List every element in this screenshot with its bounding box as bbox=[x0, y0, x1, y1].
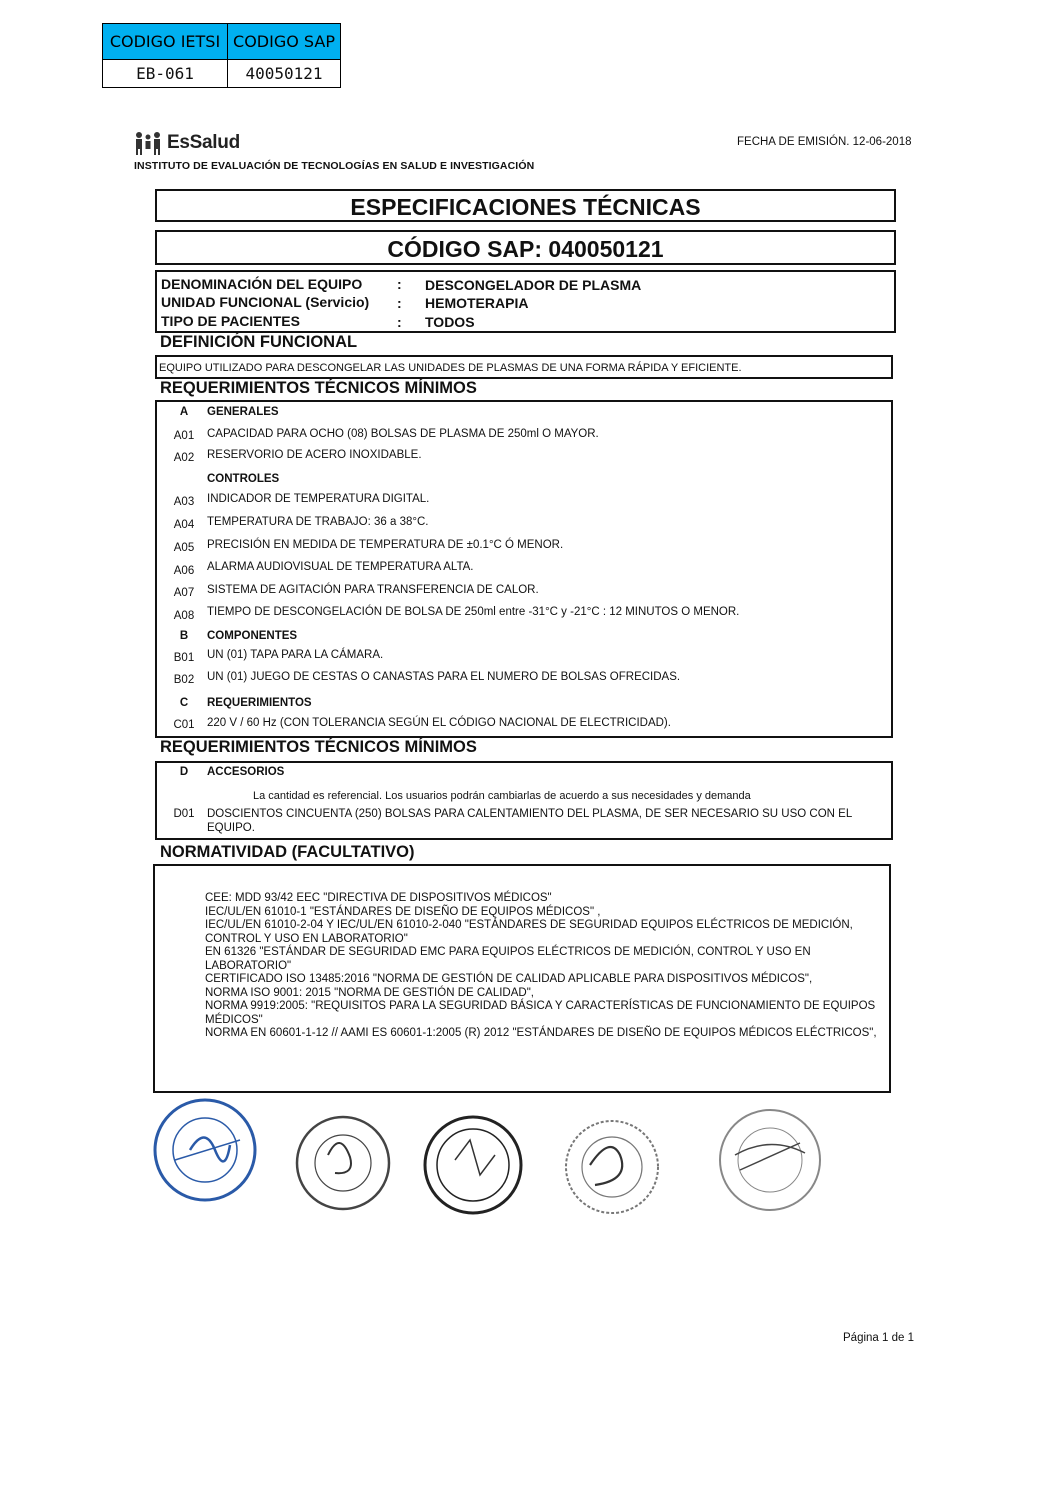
denominacion-colon: : bbox=[397, 276, 402, 292]
sap-code-title: CÓDIGO SAP: 040050121 bbox=[155, 230, 896, 265]
req-text: 220 V / 60 Hz (CON TOLERANCIA SEGÚN EL CÓDIGO NACIONAL DE ELECTRICIDAD). bbox=[207, 717, 671, 729]
tipo-value: TODOS bbox=[425, 314, 475, 330]
unidad-label: UNIDAD FUNCIONAL (Servicio) bbox=[161, 294, 370, 310]
approval-seals bbox=[150, 1095, 830, 1240]
acc-note: La cantidad es referencial. Los usuarios podrán cambiarlas de acuerdo a sus necesidades y demanda bbox=[253, 790, 751, 802]
req-text: COMPONENTES bbox=[207, 630, 298, 642]
seal-vobo bbox=[425, 1117, 521, 1213]
acc-item-text: DOSCIENTOS CINCUENTA (250) BOLSAS PARA CALENTAMIENTO DEL PLASMA, DE SER NECESARIO SU USO CON EL EQUIPO. bbox=[207, 808, 852, 834]
denominacion-value: DESCONGELADOR DE PLASMA bbox=[425, 277, 642, 293]
unidad-colon: : bbox=[397, 295, 402, 311]
req-code: A08 bbox=[173, 610, 195, 622]
acc-item-code: D01 bbox=[173, 808, 195, 820]
req-code: A bbox=[179, 406, 189, 418]
codigo-ietsi-header: CODIGO IETSI bbox=[103, 24, 228, 60]
req-code: A05 bbox=[173, 542, 195, 554]
req-code: A04 bbox=[173, 519, 195, 531]
norma-line: NORMA ISO 9001: 2015 "NORMA DE GESTIÓN DE CALIDAD", bbox=[205, 986, 534, 999]
seal-gutierrez bbox=[566, 1121, 658, 1213]
req-text: SISTEMA DE AGITACIÓN PARA TRANSFERENCIA DE CALOR. bbox=[207, 584, 539, 596]
req-text: TIEMPO DE DESCONGELACIÓN DE BOLSA DE 250ml entre -31°C y -21°C : 12 MINUTOS O MENOR. bbox=[207, 606, 740, 618]
req-text: ALARMA AUDIOVISUAL DE TEMPERATURA ALTA. bbox=[207, 561, 474, 573]
req-text: GENERALES bbox=[207, 406, 279, 418]
acc-title: ACCESORIOS bbox=[207, 766, 285, 778]
equipment-info-box bbox=[155, 270, 896, 333]
family-icon bbox=[133, 131, 163, 155]
norma-line: EN 61326 "ESTÁNDAR DE SEGURIDAD EMC PARA EQUIPOS ELÉCTRICOS DE MEDICIÓN, CONTROL Y USO EN LABORATORIO" bbox=[205, 946, 811, 972]
normatividad-heading: NORMATIVIDAD (FACULTATIVO) bbox=[160, 843, 415, 861]
req-code: A07 bbox=[173, 587, 195, 599]
normatividad-list bbox=[205, 892, 885, 1041]
norma-line: IEC/UL/EN 61010-2-04 Y IEC/UL/EN 61010-2-040 "ESTÁNDARES DE SEGURIDAD EQUIPOS ELÉCTRICOS DE MEDICIÓN, CONTROL Y USO EN LABORATORIO" bbox=[205, 919, 853, 945]
codigo-ietsi-value: EB-061 bbox=[103, 60, 228, 88]
seal-cestas bbox=[720, 1110, 820, 1210]
req-text: REQUERIMIENTOS bbox=[207, 697, 312, 709]
acc-code: D bbox=[179, 766, 189, 778]
requerimientos-box bbox=[155, 400, 893, 738]
codigo-sap-value: 40050121 bbox=[228, 60, 341, 88]
seal-villa bbox=[297, 1117, 389, 1209]
req-code: A01 bbox=[173, 430, 195, 442]
req-code: C bbox=[179, 697, 189, 709]
req-text: UN (01) TAPA PARA LA CÁMARA. bbox=[207, 649, 384, 661]
definicion-heading: DEFINICIÓN FUNCIONAL bbox=[160, 333, 358, 351]
institute-name: INSTITUTO DE EVALUACIÓN DE TECNOLOGÍAS EN SALUD E INVESTIGACIÓN bbox=[134, 160, 535, 172]
req-text: RESERVORIO DE ACERO INOXIDABLE. bbox=[207, 449, 422, 461]
norma-line: NORMA 9919:2005: "REQUISITOS PARA LA SEGURIDAD BÁSICA Y CARACTERÍSTICAS DE FUNCIONAMIENTO DE EQUIPOS MÉDICOS" bbox=[205, 1000, 876, 1026]
req-code: B01 bbox=[173, 652, 195, 664]
logo-text: EsSalud bbox=[167, 132, 240, 153]
req-text: CONTROLES bbox=[207, 473, 280, 485]
req-code: A06 bbox=[173, 565, 195, 577]
req-code: A02 bbox=[173, 452, 195, 464]
normatividad-box bbox=[153, 864, 891, 1093]
req-code: B02 bbox=[173, 674, 195, 686]
essalud-logo bbox=[133, 131, 240, 155]
requerimientos-heading: REQUERIMIENTOS TÉCNICOS MÍNIMOS bbox=[160, 379, 477, 397]
seal-cuadrado bbox=[155, 1100, 255, 1200]
document-title: ESPECIFICACIONES TÉCNICAS bbox=[155, 189, 896, 222]
tipo-colon: : bbox=[397, 314, 402, 330]
denominacion-label: DENOMINACIÓN DEL EQUIPO bbox=[161, 276, 363, 292]
accesorios-box bbox=[155, 761, 893, 840]
req-text: PRECISIÓN EN MEDIDA DE TEMPERATURA DE ±0.1°C Ó MENOR. bbox=[207, 539, 564, 551]
norma-line: NORMA EN 60601-1-12 // AAMI ES 60601-1:2005 (R) 2012 "ESTÁNDARES DE DISEÑO DE EQUIPOS MÉDICOS ELÉCTRICOS", bbox=[205, 1027, 877, 1039]
req-code: A03 bbox=[173, 496, 195, 508]
req-text: CAPACIDAD PARA OCHO (08) BOLSAS DE PLASMA DE 250ml O MAYOR. bbox=[207, 428, 599, 440]
fecha-emision: FECHA DE EMISIÓN. 12-06-2018 bbox=[737, 136, 912, 148]
req-code: B bbox=[179, 630, 189, 642]
requerimientos-heading-2: REQUERIMIENTOS TÉCNICOS MÍNIMOS bbox=[160, 738, 477, 756]
code-table bbox=[102, 23, 341, 88]
norma-line: CERTIFICADO ISO 13485:2016 "NORMA DE GESTIÓN DE CALIDAD APLICABLE PARA DISPOSITIVOS MÉDICOS", bbox=[205, 973, 813, 985]
codigo-sap-header: CODIGO SAP bbox=[228, 24, 341, 60]
page-number: Página 1 de 1 bbox=[843, 1332, 914, 1344]
req-text: TEMPERATURA DE TRABAJO: 36 a 38°C. bbox=[207, 516, 429, 528]
req-text: INDICADOR DE TEMPERATURA DIGITAL. bbox=[207, 493, 430, 505]
unidad-value: HEMOTERAPIA bbox=[425, 295, 529, 311]
req-text: UN (01) JUEGO DE CESTAS O CANASTAS PARA EL NUMERO DE BOLSAS OFRECIDAS. bbox=[207, 671, 681, 683]
norma-line: IEC/UL/EN 61010-1 "ESTÁNDARES DE DISEÑO DE EQUIPOS MÉDICOS" , bbox=[205, 905, 601, 918]
tipo-label: TIPO DE PACIENTES bbox=[161, 313, 300, 329]
norma-line: CEE: MDD 93/42 EEC "DIRECTIVA DE DISPOSITIVOS MÉDICOS" bbox=[205, 892, 552, 904]
definicion-text: EQUIPO UTILIZADO PARA DESCONGELAR LAS UNIDADES DE PLASMAS DE UNA FORMA RÁPIDA Y EFICIENTE. bbox=[155, 355, 893, 379]
req-code: C01 bbox=[173, 719, 195, 731]
